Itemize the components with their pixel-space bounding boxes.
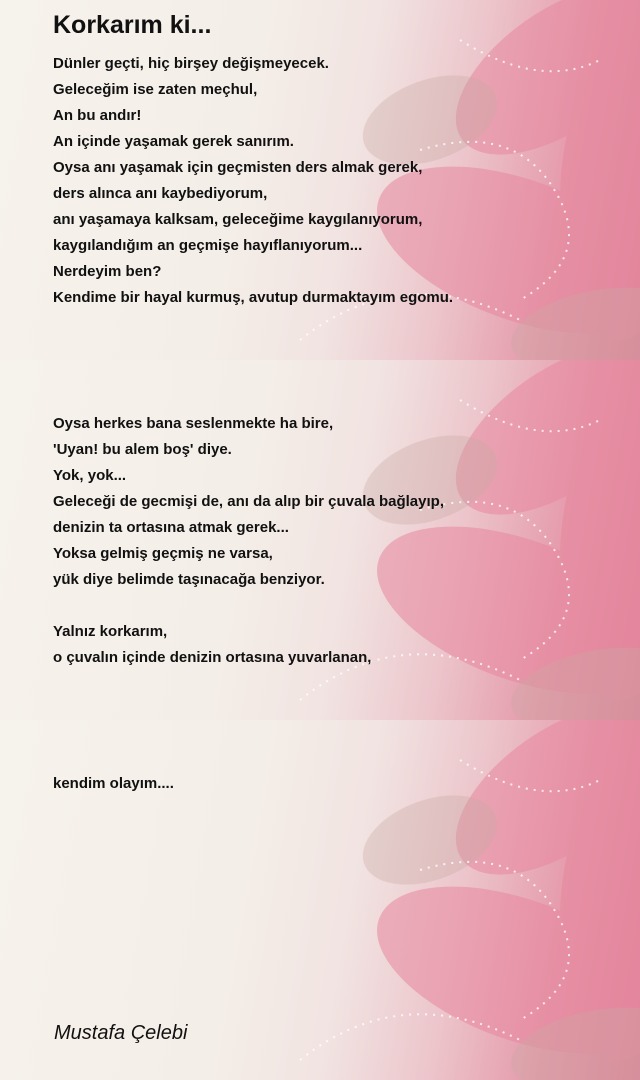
poem-line: Yok, yok...	[53, 467, 127, 484]
poem-line: ders alınca anı kaybediyorum,	[53, 185, 268, 202]
poem-title: Korkarım ki...	[53, 11, 212, 39]
poem-author: Mustafa Çelebi	[54, 1022, 188, 1044]
poem-line: Oysa anı yaşamak için geçmisten ders almak gerek,	[53, 159, 423, 176]
stanza-1	[53, 51, 453, 311]
poem-line: An bu andır!	[53, 107, 142, 124]
poem-line: anı yaşamaya kalksam, geleceğime kaygılanıyorum,	[53, 211, 423, 228]
stanza-3	[53, 771, 174, 797]
blank-line	[53, 593, 444, 619]
poem-line: Nerdeyim ben?	[53, 263, 162, 280]
poem-line: Oysa herkes bana seslenmekte ha bire,	[53, 415, 334, 432]
poem-line: kaygılandığım an geçmişe hayıflanıyorum...	[53, 237, 363, 254]
poem-line: denizin ta ortasına atmak gerek...	[53, 519, 289, 536]
poem-line: Yalnız korkarım,	[53, 623, 168, 640]
poem-line: o çuvalın içinde denizin ortasına yuvarlanan,	[53, 649, 372, 666]
poem-line: 'Uyan! bu alem boş' diye.	[53, 441, 232, 458]
poem-line: Geleceğim ise zaten meçhul,	[53, 81, 258, 98]
poem-line: An içinde yaşamak gerek sanırım.	[53, 133, 294, 150]
poem-line: Dünler geçti, hiç birşey değişmeyecek.	[53, 55, 329, 72]
poem-line: Geleceği de gecmişi de, anı da alıp bir çuvala bağlayıp,	[53, 493, 444, 510]
poem-line: Yoksa gelmiş geçmiş ne varsa,	[53, 545, 273, 562]
poem-line: Kendime bir hayal kurmuş, avutup durmaktayım egomu.	[53, 289, 454, 306]
stanza-2	[53, 411, 444, 671]
poem-line: kendim olayım....	[53, 775, 174, 792]
poem-line: yük diye belimde taşınacağa benziyor.	[53, 571, 325, 588]
